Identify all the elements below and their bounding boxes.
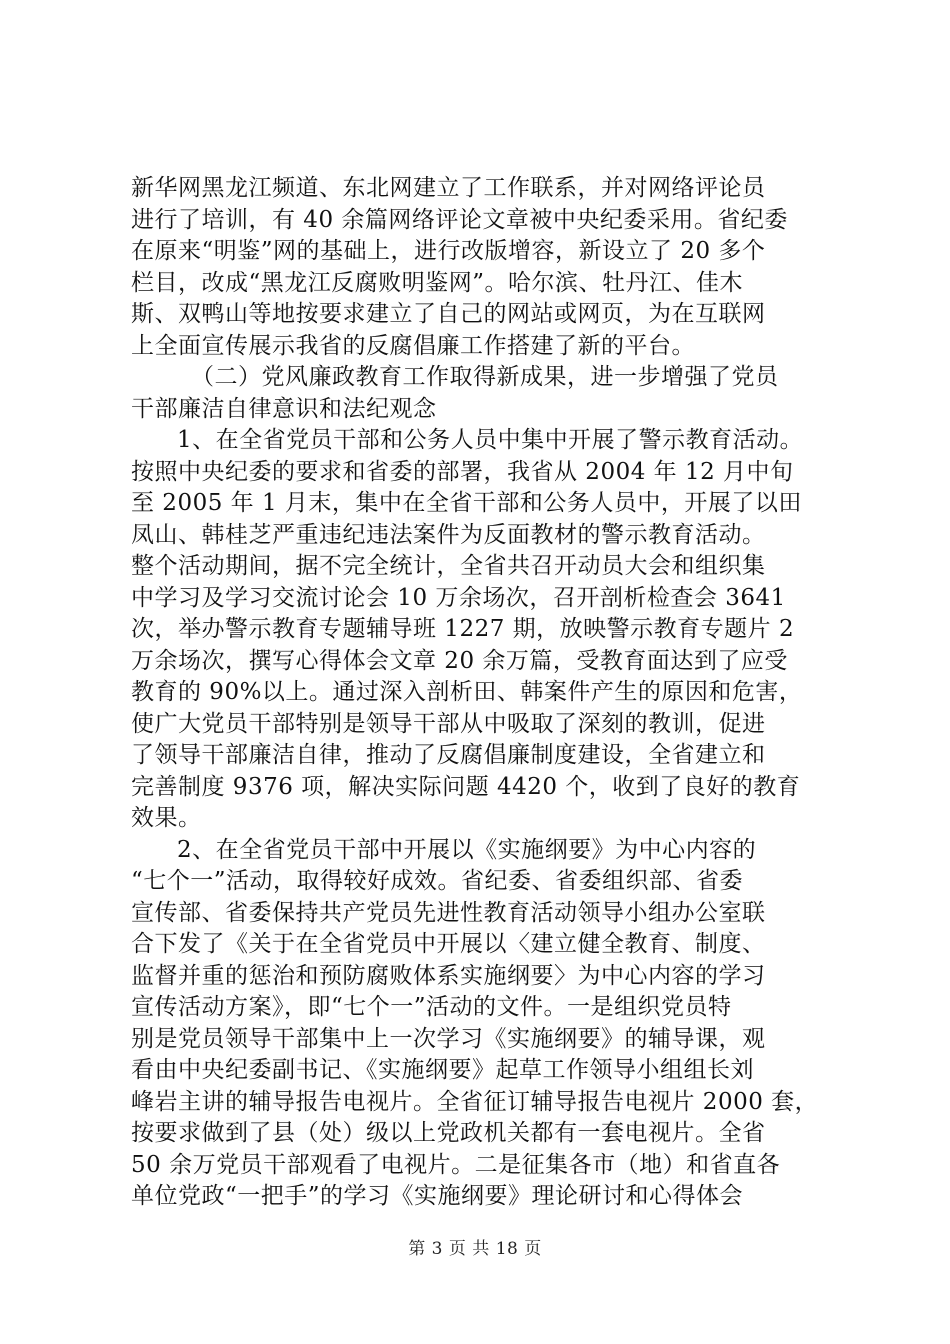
text-line: 完善制度 9376 项，解决实际问题 4420 个，收到了良好的教育 <box>131 773 801 800</box>
text-line: 使广大党员干部特别是领导干部从中吸取了深刻的教训，促进 <box>131 710 766 737</box>
text-line: 按照中央纪委的要求和省委的部署，我省从 2004 年 12 月中旬 <box>131 458 794 485</box>
text-line: 凤山、韩桂芝严重违纪违法案件为反面教材的警示教育活动。 <box>131 521 766 548</box>
text-line: 合下发了《关于在全省党员中开展以〈建立健全教育、制度、 <box>131 931 766 957</box>
text-line: 在原来“明鉴”网的基础上，进行改版增容，新设立了 20 多个 <box>131 238 766 264</box>
text-line: 上全面宣传展示我省的反腐倡廉工作搭建了新的平台。 <box>131 332 695 359</box>
text-line: 峰岩主讲的辅导报告电视片。全省征订辅导报告电视片 2000 套， <box>131 1088 819 1115</box>
text-line: 至 2005 年 1 月末，集中在全省干部和公务人员中，开展了以田 <box>131 490 802 516</box>
text-line: 看由中央纪委副书记、《实施纲要》起草工作领导小组组长刘 <box>131 1057 754 1083</box>
text-line: 1、在全省党员干部和公务人员中集中开展了警示教育活动。 <box>177 427 804 453</box>
text-line: 50 余万党员干部观看了电视片。二是征集各市（地）和省直各 <box>131 1151 781 1178</box>
text-line: 按要求做到了县（处）级以上党政机关都有一套电视片。全省 <box>131 1120 766 1146</box>
text-line: 万余场次，撰写心得体会文章 20 余万篇，受教育面达到了应受 <box>131 647 788 674</box>
text-line: 教育的 90%以上。通过深入剖析田、韩案件产生的原因和危害， <box>131 679 803 705</box>
text-line: 栏目，改成“黑龙江反腐败明鉴网”。哈尔滨、牡丹江、佳木 <box>131 269 744 296</box>
document-body <box>131 173 825 1213</box>
text-line: 监督并重的惩治和预防腐败体系实施纲要〉为中心内容的学习 <box>131 962 766 989</box>
section-heading-line: （二）党风廉政教育工作取得新成果，进一步增强了党员 <box>191 364 779 390</box>
text-line: 进行了培训，有 40 余篇网络评论文章被中央纪委采用。省纪委 <box>131 206 788 233</box>
text-line: “七个一”活动，取得较好成效。省纪委、省委组织部、省委 <box>131 868 744 894</box>
text-line: 了领导干部廉洁自律，推动了反腐倡廉制度建设，全省建立和 <box>131 742 766 768</box>
text-line: 宣传部、省委保持共产党员先进性教育活动领导小组办公室联 <box>131 899 766 926</box>
text-line: 新华网黑龙江频道、东北网建立了工作联系，并对网络评论员 <box>131 175 766 201</box>
text-line: 斯、双鸭山等地按要求建立了自己的网站或网页，为在互联网 <box>131 301 766 327</box>
page-footer: 第 3 页 共 18 页 <box>408 1239 542 1259</box>
section-heading-line: 干部廉洁自律意识和法纪观念 <box>131 395 437 422</box>
text-line: 整个活动期间，据不完全统计，全省共召开动员大会和组织集 <box>131 553 766 579</box>
text-line: 别是党员领导干部集中上一次学习《实施纲要》的辅导课，观 <box>131 1025 766 1052</box>
text-line: 单位党政“一把手”的学习《实施纲要》理论研讨和心得体会 <box>131 1183 744 1209</box>
text-line: 次，举办警示教育专题辅导班 1227 期，放映警示教育专题片 2 <box>131 616 795 642</box>
text-line: 中学习及学习交流讨论会 10 万余场次，召开剖析检查会 3641 <box>131 584 786 611</box>
text-line: 宣传活动方案》，即“七个一”活动的文件。一是组织党员特 <box>131 994 732 1020</box>
text-line: 2、在全省党员干部中开展以《实施纲要》为中心内容的 <box>177 836 757 863</box>
text-line: 效果。 <box>131 805 202 831</box>
